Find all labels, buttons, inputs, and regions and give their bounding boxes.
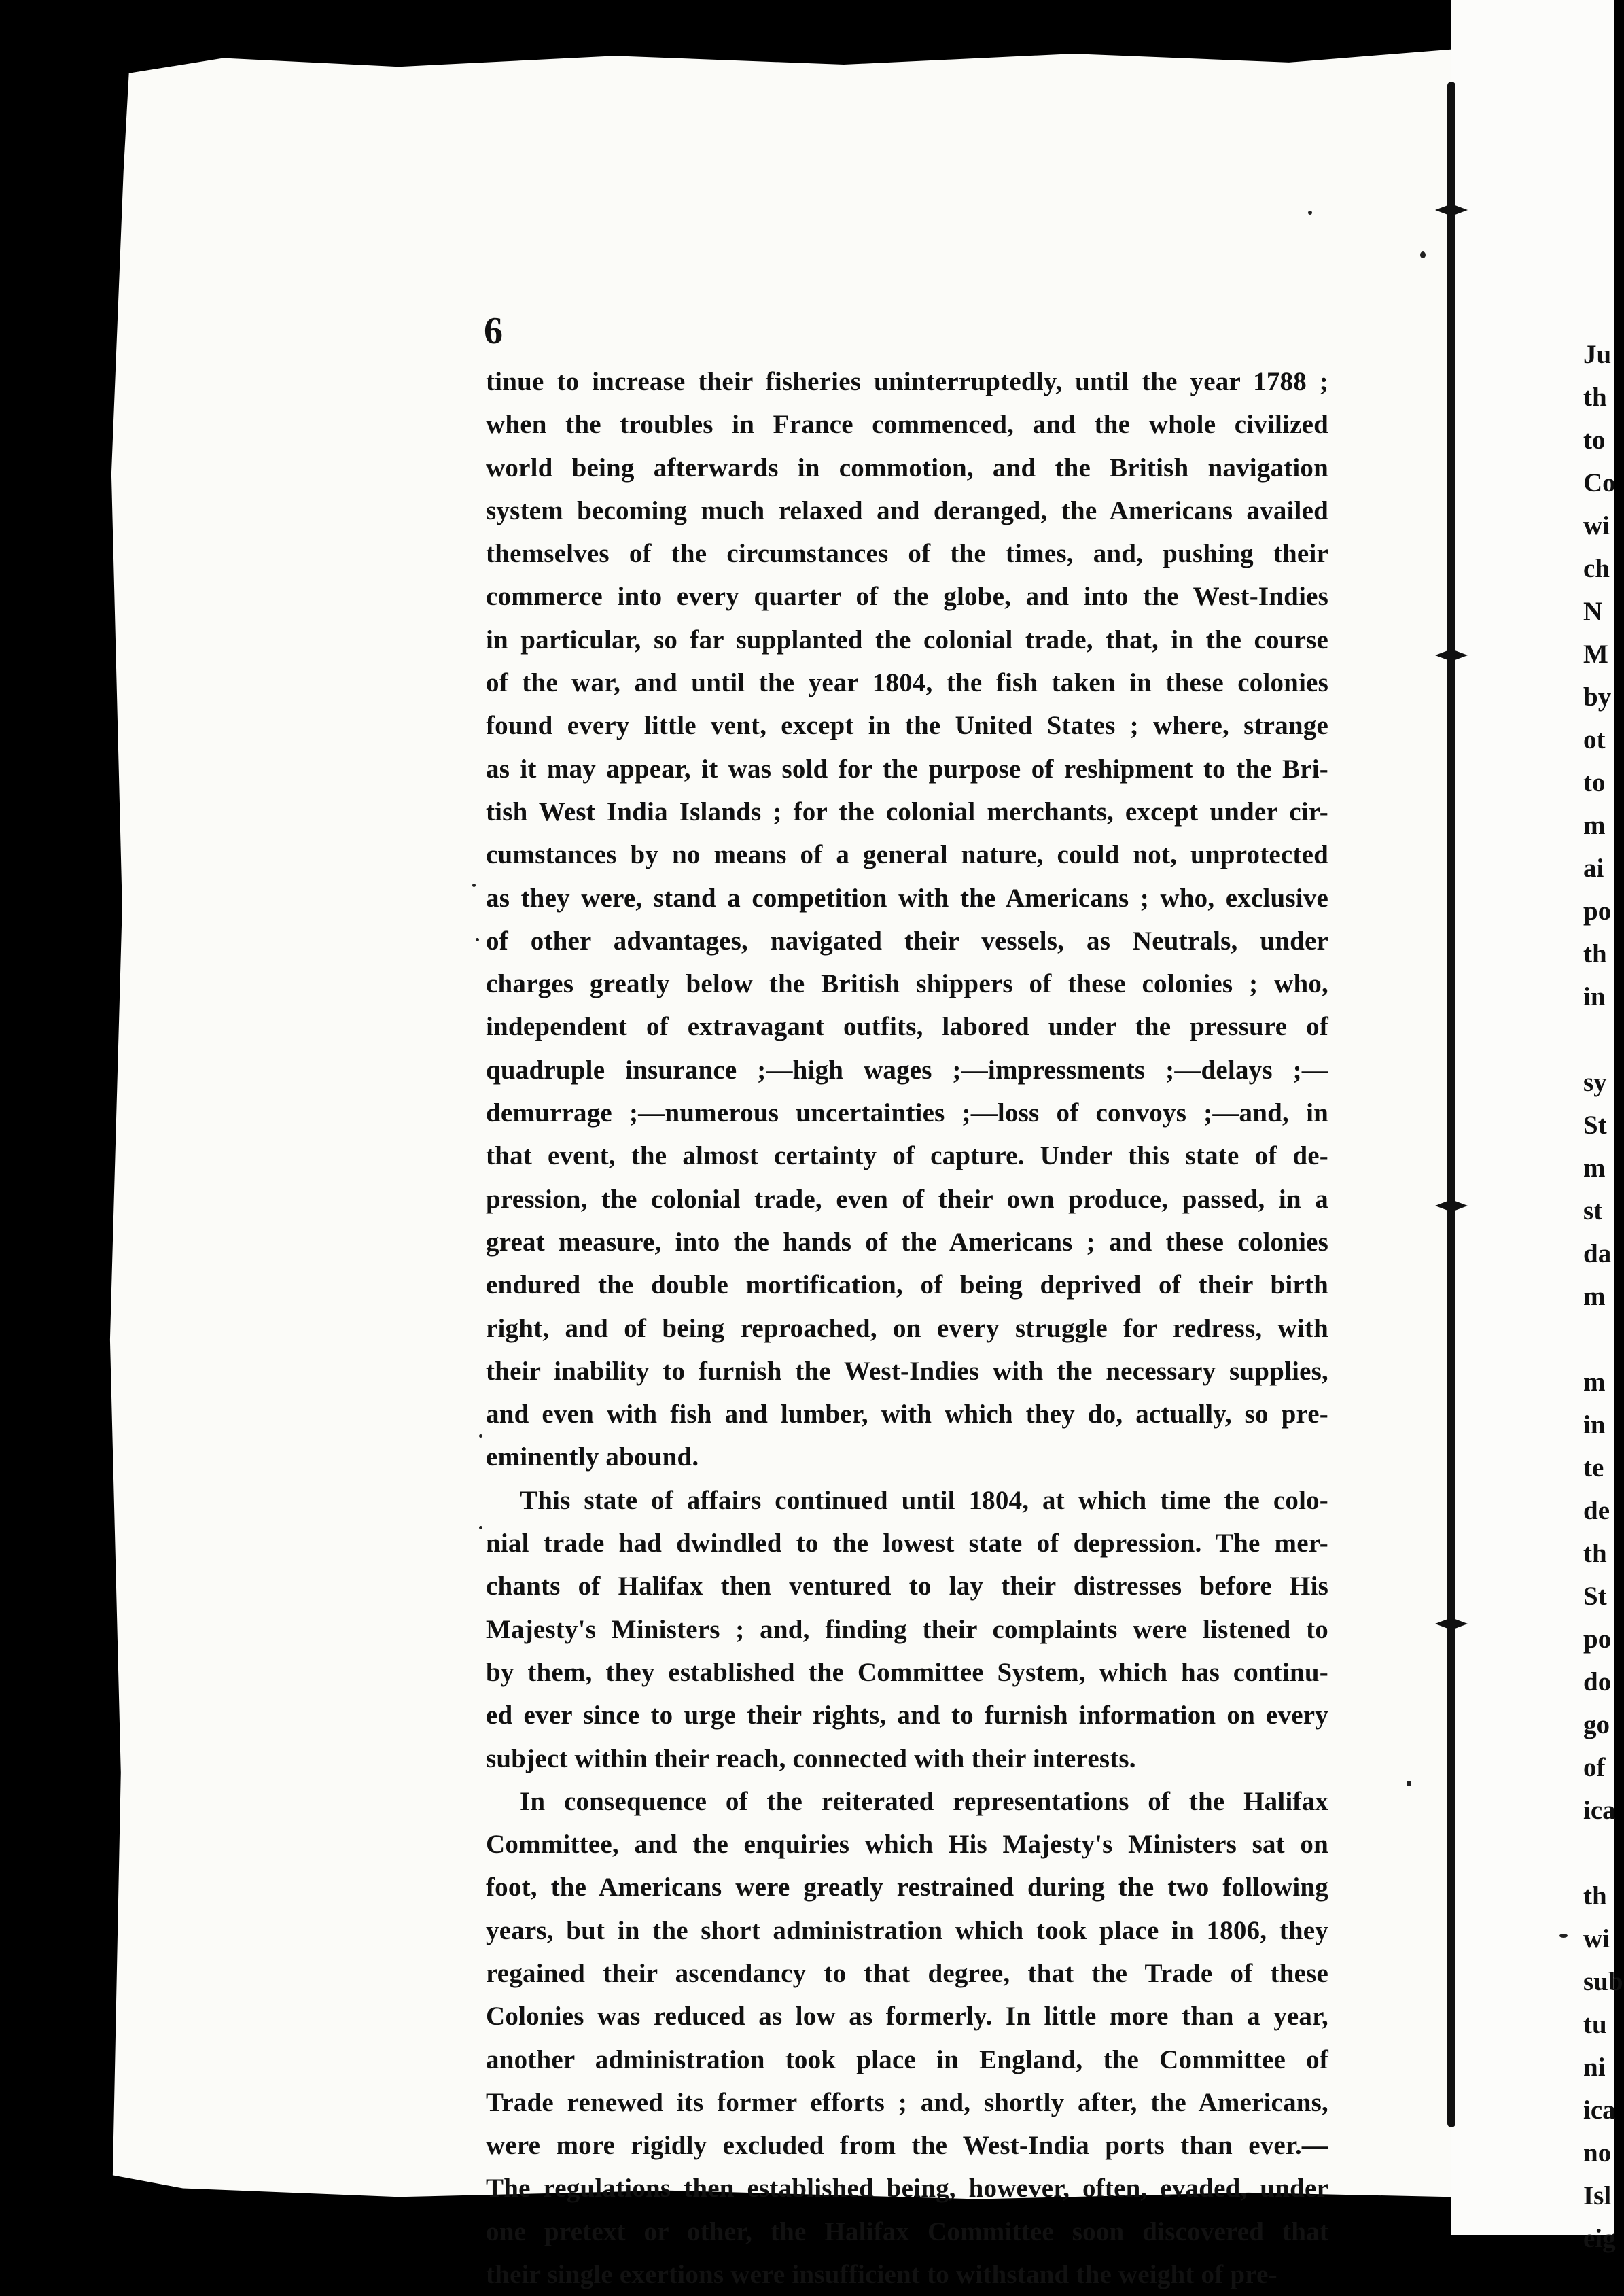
text-line: cumstances by no means of a general nature, could not, unprotected xyxy=(486,840,1328,870)
facing-page-fragment: m xyxy=(1583,1153,1606,1183)
facing-page-fragment: ica xyxy=(1583,1796,1616,1825)
facing-page-fragment: in xyxy=(1583,1410,1606,1440)
facing-page-fragment: N xyxy=(1583,597,1603,626)
facing-page-fragment: eig xyxy=(1583,2224,1616,2253)
facing-page-fragment: M xyxy=(1583,640,1608,669)
facing-page-fragment: th xyxy=(1583,1881,1607,1911)
text-line: tinue to increase their fisheries uninterruptedly, until the year 1788 ; xyxy=(486,367,1328,396)
facing-page-fragment: ni xyxy=(1583,2053,1606,2082)
text-line: world being afterwards in commotion, and the British navigation xyxy=(486,453,1328,483)
text-line: endured the double mortification, of being deprived of their birth xyxy=(486,1270,1328,1300)
text-line: themselves of the circumstances of the times, and, pushing their xyxy=(486,539,1328,569)
facing-page-fragment: St xyxy=(1583,1582,1607,1611)
text-line: right, and of being reproached, on every struggle for redress, with xyxy=(486,1313,1328,1343)
facing-page-fragment: da xyxy=(1583,1239,1612,1268)
text-line: another administration took place in England, the Committee of xyxy=(486,2045,1328,2074)
facing-page-fragment: ot xyxy=(1583,725,1606,754)
text-line: demurrage ;—numerous uncertainties ;—loss of convoys ;—and, in xyxy=(486,1098,1328,1128)
text-line: in particular, so far supplanted the colonial trade, that, in the course xyxy=(486,625,1328,655)
text-line: independent of extravagant outfits, labored under the pressure of xyxy=(486,1012,1328,1042)
facing-page-fragment: te xyxy=(1583,1453,1604,1482)
text-line: that event, the almost certainty of capture. Under this state of de- xyxy=(486,1141,1328,1171)
facing-page-fragment: wi xyxy=(1583,511,1610,540)
text-line: great measure, into the hands of the Americans ; and these colonies xyxy=(486,1227,1328,1257)
facing-page-fragment: tu xyxy=(1583,2010,1607,2039)
text-line: The regulations then established being, however, often, evaded, under xyxy=(486,2174,1328,2204)
text-line: system becoming much relaxed and deranged, the Americans availed xyxy=(486,495,1328,525)
text-line: Majesty's Ministers ; and, finding their complaints were listened to xyxy=(486,1614,1328,1644)
facing-page-fragment: sub xyxy=(1583,1967,1623,1996)
text-line: commerce into every quarter of the globe, and into the West-Indies xyxy=(486,582,1328,612)
facing-page-fragment: of xyxy=(1583,1753,1606,1782)
binding-gutter xyxy=(1447,82,1455,2127)
text-line: of other advantages, navigated their vessels, as Neutrals, under xyxy=(486,926,1328,956)
facing-page-fragment: to xyxy=(1583,768,1606,797)
facing-page-fragment: po xyxy=(1583,897,1612,926)
facing-page-fragment: m xyxy=(1583,811,1606,840)
facing-page-fragment: St xyxy=(1583,1111,1607,1140)
facing-page-fragment: in xyxy=(1583,982,1606,1011)
text-line: tish West India Islands ; for the colonial merchants, except under cir- xyxy=(486,797,1328,827)
facing-page-fragment: m xyxy=(1583,1368,1606,1397)
facing-page-fragment: to xyxy=(1583,425,1606,455)
text-line: foot, the Americans were greatly restrained during the two following xyxy=(486,1873,1328,1902)
paragraph xyxy=(486,1479,1328,1780)
text-line: pression, the colonial trade, even of their own produce, passed, in a xyxy=(486,1184,1328,1214)
facing-page-fragment: Isl xyxy=(1583,2181,1612,2210)
text-line: by them, they established the Committee System, which has continu- xyxy=(486,1657,1328,1687)
text-line: nial trade had dwindled to the lowest state of depression. The mer- xyxy=(486,1529,1328,1559)
facing-page-fragment: no xyxy=(1583,2138,1612,2168)
text-line: Trade renewed its former efforts ; and, shortly after, the Americans, xyxy=(486,2087,1328,2117)
text-line: quadruple insurance ;—high wages ;—impressments ;—delays ;— xyxy=(486,1055,1328,1085)
facing-page-fragment: go xyxy=(1583,1710,1610,1739)
facing-page-fragment: ica xyxy=(1583,2095,1616,2125)
facing-page-fragment: ai xyxy=(1583,854,1604,883)
page-number: 6 xyxy=(484,310,503,352)
facing-page-fragment: sy xyxy=(1583,1068,1607,1097)
body-text xyxy=(486,360,1328,2296)
text-line: subject within their reach, connected with their interests. xyxy=(486,1743,1136,1773)
facing-page-fragment: ch xyxy=(1583,554,1610,583)
paragraph xyxy=(486,1780,1328,2296)
text-line: chants of Halifax then ventured to lay their distresses before His xyxy=(486,1571,1328,1601)
facing-page-fragment: do xyxy=(1583,1667,1612,1697)
text-line: years, but in the short administration which took place in 1806, they xyxy=(486,1915,1328,1945)
text-line: of the war, and until the year 1804, the fish taken in these colonies xyxy=(486,668,1328,698)
facing-page-fragment: po xyxy=(1583,1624,1612,1654)
text-line: Colonies was reduced as low as formerly. In little more than a year, xyxy=(486,2002,1328,2032)
text-line: when the troubles in France commenced, and the whole civilized xyxy=(486,410,1328,440)
text-line: This state of affairs continued until 1804, at which time the colo- xyxy=(520,1485,1328,1515)
facing-page-fragment: th xyxy=(1583,939,1607,969)
facing-page-text-fragments xyxy=(1583,333,1624,2260)
text-line: and even with fish and lumber, with which they do, actually, so pre- xyxy=(486,1399,1328,1429)
facing-page-fragment: wi xyxy=(1583,1924,1610,1953)
text-line: their single exertions were insufficient to withstand the weight of pre- xyxy=(486,2260,1277,2290)
text-line: charges greatly below the British shippers of these colonies ; who, xyxy=(486,969,1328,999)
facing-page-fragment: st xyxy=(1583,1196,1603,1225)
text-line: regained their ascendancy to that degree, that the Trade of these xyxy=(486,1958,1328,1988)
text-line: In consequence of the reiterated representations of the Halifax xyxy=(520,1786,1328,1816)
facing-page-fragment: th xyxy=(1583,1539,1607,1568)
text-line: found every little vent, except in the United States ; where, strange xyxy=(486,711,1328,741)
facing-page-fragment: by xyxy=(1583,682,1612,712)
facing-page-fragment: Co xyxy=(1583,468,1616,498)
facing-page-fragment: Ju xyxy=(1583,340,1612,369)
text-line: were more rigidly excluded from the West-India ports than ever.— xyxy=(486,2131,1328,2161)
text-line: one pretext or other, the Halifax Committee soon discovered that xyxy=(486,2216,1328,2246)
facing-page-fragment: th xyxy=(1583,383,1607,412)
text-line: Committee, and the enquiries which His Majesty's Ministers sat on xyxy=(486,1830,1328,1860)
text-line: as it may appear, it was sold for the purpose of reshipment to the Bri- xyxy=(486,754,1328,784)
text-line: as they were, stand a competition with the Americans ; who, exclusive xyxy=(486,883,1328,913)
text-line: their inability to furnish the West-Indies with the necessary supplies, xyxy=(486,1356,1328,1386)
facing-page-fragment: de xyxy=(1583,1496,1610,1525)
facing-page-fragment: m xyxy=(1583,1282,1606,1311)
text-line: eminently abound. xyxy=(486,1442,699,1472)
paragraph xyxy=(486,360,1328,1479)
text-line: ed ever since to urge their rights, and to furnish information on every xyxy=(486,1701,1328,1730)
